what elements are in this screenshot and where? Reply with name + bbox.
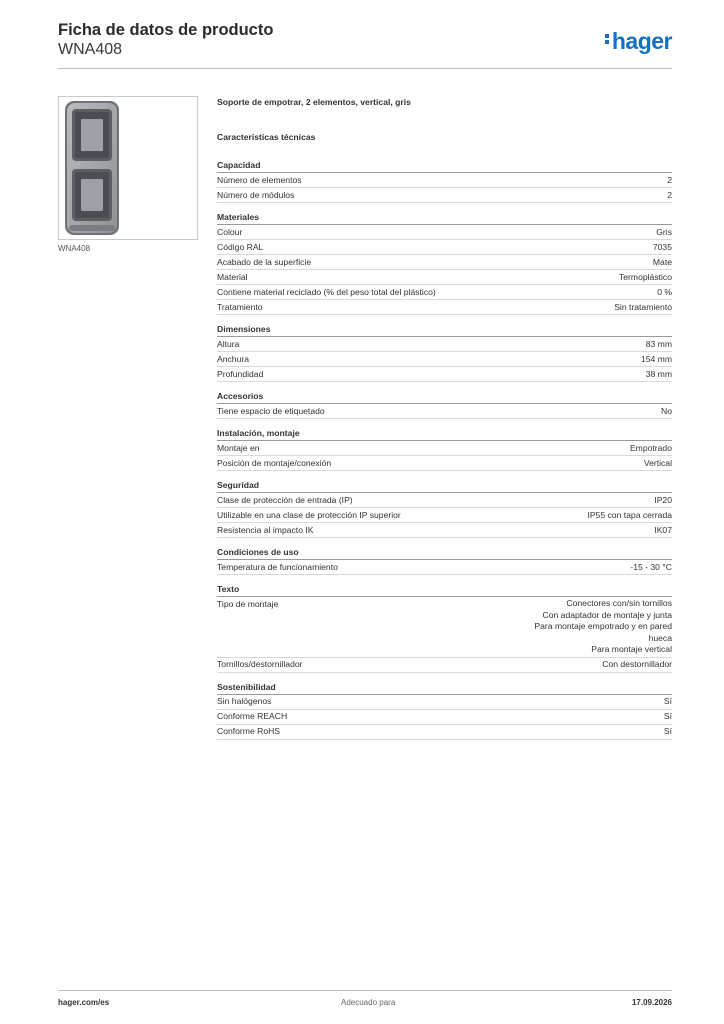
spec-row (217, 255, 672, 270)
spec-value-line: hueca (648, 632, 672, 643)
spec-label: Temperatura de funcionamiento (217, 561, 338, 572)
spec-row (217, 725, 672, 740)
spec-value: Termoplástico (618, 271, 672, 282)
spec-row (217, 404, 672, 419)
spec-value: -15 - 30 °C (630, 561, 672, 572)
spec-label: Clase de protección de entrada (IP) (217, 494, 353, 505)
section-title: Dimensiones (217, 323, 672, 337)
spec-row (217, 493, 672, 508)
spec-value: No (661, 405, 672, 416)
spec-value: Sin tratamiento (614, 301, 672, 312)
page-header (58, 20, 672, 68)
spec-row (217, 508, 672, 523)
spec-value: Sí (663, 726, 672, 736)
image-caption: WNA408 (58, 244, 91, 253)
spec-row (217, 441, 672, 456)
spec-value: 2 (667, 189, 672, 200)
section-title: Texto (217, 583, 672, 597)
spec-row (217, 337, 672, 352)
section-title: Sostenibilidad (217, 681, 672, 695)
spec-row (217, 352, 672, 367)
spec-value: IP20 (654, 494, 672, 505)
footer-date: 17.09.2026 (631, 998, 672, 1007)
spec-value: Sí (663, 711, 672, 721)
section-title: Condiciones de uso (217, 546, 672, 560)
spec-label: Tipo de montaje (217, 599, 279, 609)
spec-row (217, 188, 672, 203)
spec-value: 38 mm (645, 368, 672, 379)
section-title: Instalación, montaje (217, 427, 672, 441)
spec-label: Utilizable en una clase de protección IP superior (217, 509, 401, 520)
section-title: Materiales (217, 211, 672, 225)
spec-label: Tiene espacio de etiquetado (217, 405, 325, 416)
spec-value-line: Conectores con/sin tornillos (566, 598, 672, 608)
spec-value: Vertical (643, 457, 672, 468)
spec-section (217, 583, 672, 673)
spec-value: Sí (663, 696, 672, 706)
spec-label: Contiene material reciclado (% del peso total del plástico) (217, 286, 436, 297)
spec-row (217, 173, 672, 188)
wall-box-icon (59, 97, 197, 239)
spec-value: Mate (652, 256, 672, 267)
spec-value: 83 mm (645, 338, 672, 349)
product-image (58, 96, 198, 240)
spec-label: Conforme RoHS (217, 726, 281, 736)
spec-row (217, 240, 672, 255)
spec-section (217, 390, 672, 419)
spec-label: Montaje en (217, 442, 260, 453)
spec-row (217, 710, 672, 725)
header-divider (58, 68, 672, 69)
spec-section (217, 427, 672, 471)
spec-label: Colour (217, 226, 243, 237)
spec-row (217, 225, 672, 240)
spec-section (217, 681, 672, 740)
spec-label: Acabado de la superficie (217, 256, 312, 267)
spec-row (217, 658, 672, 673)
spec-value: 7035 (652, 241, 672, 252)
spec-row (217, 597, 672, 658)
spec-label: Posición de montaje/conexión (217, 457, 332, 468)
spec-section (217, 323, 672, 382)
logo-dots-icon (605, 32, 610, 46)
product-code: WNA408 (58, 41, 123, 58)
spec-section (217, 211, 672, 315)
spec-sections (217, 159, 672, 740)
footer-middle: Adecuado para (341, 998, 396, 1007)
hager-logo (605, 28, 672, 55)
spec-value: 154 mm (640, 353, 672, 364)
spec-section (217, 479, 672, 538)
section-title: Capacidad (217, 159, 672, 173)
section-title: Accesorios (217, 390, 672, 404)
spec-value: 0 % (657, 286, 672, 297)
product-description: Soporte de empotrar, 2 elementos, vertical, gris (217, 97, 411, 107)
footer-website[interactable]: hager.com/es (58, 998, 110, 1007)
spec-value-line: Con adaptador de montaje y junta (542, 609, 672, 620)
tech-heading: Características técnicas (217, 132, 316, 142)
logo-text: hager (611, 28, 672, 54)
spec-label: Resistencia al impacto IK (217, 524, 314, 535)
spec-value: IP55 con tapa cerrada (587, 509, 672, 520)
spec-label: Número de módulos (217, 189, 295, 200)
page-footer (58, 998, 672, 1010)
spec-label: Conforme REACH (217, 711, 288, 721)
spec-value (534, 598, 672, 656)
spec-value: Gris (656, 226, 672, 237)
spec-label: Profundidad (217, 368, 264, 379)
spec-value: IK07 (654, 524, 672, 535)
spec-content (217, 96, 672, 748)
spec-value: Con destornillador (602, 659, 672, 669)
spec-row (217, 456, 672, 471)
spec-value: Empotrado (629, 442, 672, 453)
spec-row (217, 367, 672, 382)
spec-label: Número de elementos (217, 174, 302, 185)
footer-divider (58, 990, 672, 991)
spec-label: Material (217, 271, 248, 282)
spec-value: 2 (667, 174, 672, 185)
spec-row (217, 285, 672, 300)
section-title: Seguridad (217, 479, 672, 493)
spec-label: Anchura (217, 353, 250, 364)
spec-label: Altura (217, 338, 240, 349)
spec-label: Tratamiento (217, 301, 263, 312)
spec-row (217, 270, 672, 285)
spec-row (217, 523, 672, 538)
spec-row (217, 560, 672, 575)
spec-value-line: Para montaje vertical (591, 644, 672, 654)
spec-label: Sin halógenos (217, 696, 272, 706)
spec-value-line: Para montaje empotrado y en pared (534, 621, 672, 631)
spec-row (217, 695, 672, 710)
page-title: Ficha de datos de producto (58, 21, 274, 39)
spec-label: Código RAL (217, 241, 264, 252)
spec-row (217, 300, 672, 315)
spec-section (217, 159, 672, 203)
spec-section (217, 546, 672, 575)
spec-label: Tornillos/destornillador (217, 659, 303, 669)
